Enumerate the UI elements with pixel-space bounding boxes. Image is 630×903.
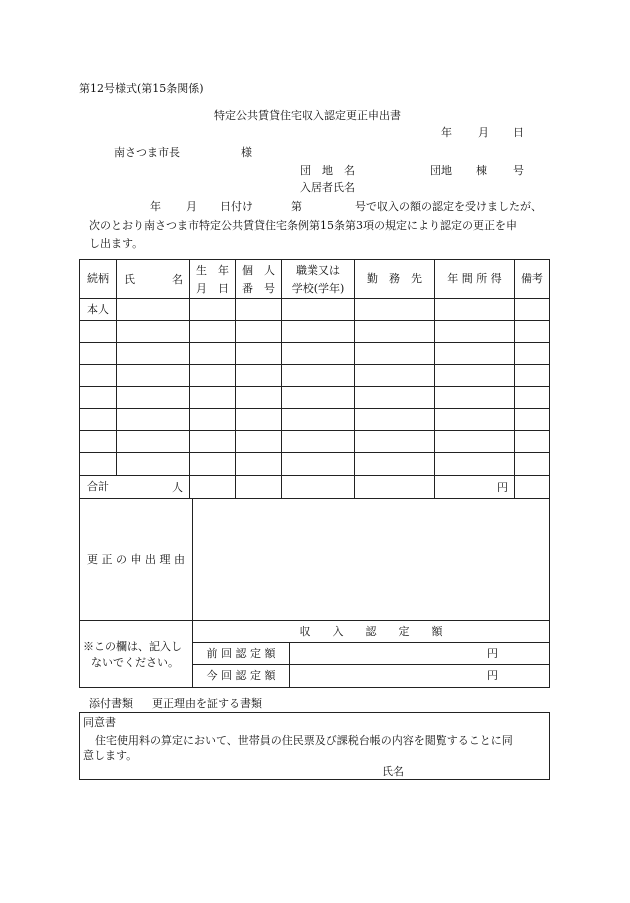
consent-title: 同意書 xyxy=(83,716,116,729)
income-cert-header: 収 入 認 定 額 xyxy=(299,624,443,638)
reason-field[interactable] xyxy=(193,499,549,620)
row-self-relation: 本人 xyxy=(87,302,109,316)
header-job-b: 学校(学年) xyxy=(291,281,345,295)
total-persons-unit: 人 xyxy=(172,481,183,494)
resident-name-label: 入居者氏名 xyxy=(300,181,355,194)
consent-signature-label: 氏名 xyxy=(382,765,404,778)
header-id-b: 番 号 xyxy=(242,281,275,295)
date-month-label: 月 xyxy=(478,126,489,139)
total-label: 合計 xyxy=(87,480,109,493)
office-note-line1: ※この欄は、記入し xyxy=(83,640,182,653)
building-label: 棟 xyxy=(476,164,487,177)
honorific: 様 xyxy=(241,146,252,159)
intro-line1-tail: 号で収入の額の認定を受けましたが、 xyxy=(355,200,542,213)
previous-yen-unit: 円 xyxy=(487,647,498,660)
header-id-a: 個 人 xyxy=(242,263,275,277)
header-relation: 続柄 xyxy=(87,272,109,285)
consent-line1: 住宅使用料の算定において、世帯員の住民票及び課税台帳の内容を閲覧することに同 xyxy=(95,734,513,747)
header-birth-b: 月 日 xyxy=(196,281,229,295)
current-cert-label: 今 回 認 定 額 xyxy=(206,669,276,682)
header-workplace: 勤 務 先 xyxy=(367,272,422,285)
intro-line2: 次のとおり南さつま市特定公共賃貸住宅条例第15条第3項の規定により認定の更正を申 xyxy=(89,219,517,232)
intro-date-suffix: 日付け xyxy=(220,200,253,213)
office-note-line2: ないでください。 xyxy=(91,656,179,669)
total-income-unit: 円 xyxy=(497,481,508,494)
intro-month: 月 xyxy=(186,200,197,213)
header-job-a: 職業又は xyxy=(296,263,340,277)
date-day-label: 日 xyxy=(513,126,524,139)
intro-year: 年 xyxy=(150,200,161,213)
consent-line2: 意します。 xyxy=(83,749,138,762)
danchi-name-label: 団 地 名 xyxy=(300,164,355,177)
date-year-label: 年 xyxy=(441,126,452,139)
reason-label: 更 正 の 申 出 理 由 xyxy=(87,552,185,566)
addressee: 南さつま市長 xyxy=(114,146,180,159)
header-remarks: 備考 xyxy=(521,272,543,285)
attachments-text: 更正理由を証する書類 xyxy=(152,697,262,710)
header-income: 年 間 所 得 xyxy=(447,272,502,285)
current-yen-unit: 円 xyxy=(487,669,498,682)
previous-cert-label: 前 回 認 定 額 xyxy=(206,646,276,660)
danchi-suffix: 団地 xyxy=(430,164,452,177)
room-label: 号 xyxy=(513,164,524,177)
header-name-b: 名 xyxy=(172,273,183,286)
header-birth-a: 生 年 xyxy=(196,263,229,277)
form-title: 特定公共賃貸住宅収入認定更正申出書 xyxy=(214,109,401,122)
attachments-label: 添付書類 xyxy=(89,697,133,710)
form-number: 第12号様式(第15条関係) xyxy=(79,82,204,95)
header-name-a: 氏 xyxy=(124,273,135,286)
intro-number-prefix: 第 xyxy=(291,200,302,213)
intro-line3: し出ます。 xyxy=(89,237,144,250)
